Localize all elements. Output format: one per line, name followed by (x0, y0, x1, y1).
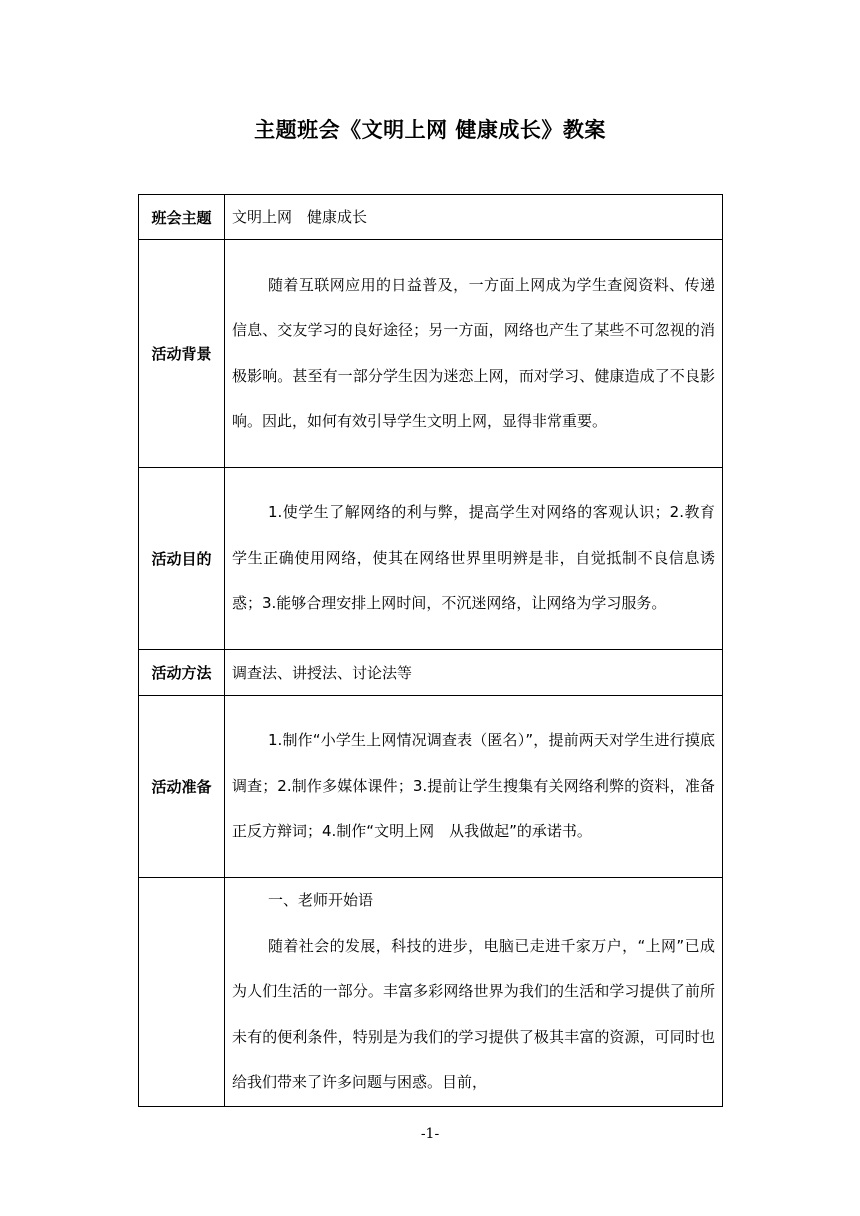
row-content (225, 240, 723, 468)
row-content (225, 696, 723, 878)
table-row-method (139, 650, 723, 696)
row-label: 活动目的 (139, 468, 225, 650)
process-heading: 一、老师开始语 (268, 891, 374, 909)
table-row-background (139, 240, 723, 468)
row-label (139, 878, 225, 1107)
table-row-preparation (139, 696, 723, 878)
preparation-text: 1.制作“小学生上网情况调查表（匿名）”，提前两天对学生进行摸底调查；2.制作多媒体课件；3.提前让学生搜集有关网络利弊的资料，准备正反方辩词；4.制作“文明上网 从我做起”的承诺书。 (232, 731, 715, 841)
row-label: 班会主题 (139, 195, 225, 240)
method-text: 调查法、讲授法、讨论法等 (232, 663, 413, 682)
purpose-text: 1.使学生了解网络的利与弊，提高学生对网络的客观认识；2.教育学生正确使用网络，使其在网络世界里明辨是非，自觉抵制不良信息诱惑；3.能够合理安排上网时间，不沉迷网络，让网络为学习服务。 (232, 503, 715, 613)
lesson-plan-table (138, 194, 723, 1107)
row-content (225, 878, 723, 1107)
row-label: 活动方法 (139, 650, 225, 696)
row-content (225, 195, 723, 240)
table-row-theme (139, 195, 723, 240)
page-number: -1- (420, 1126, 440, 1142)
row-label: 活动背景 (139, 240, 225, 468)
row-label: 活动准备 (139, 696, 225, 878)
table-row-purpose (139, 468, 723, 650)
row-content (225, 468, 723, 650)
table-row-process (139, 878, 723, 1107)
background-text: 随着互联网应用的日益普及，一方面上网成为学生查阅资料、传递信息、交友学习的良好途径；另一方面，网络也产生了某些不可忽视的消极影响。甚至有一部分学生因为迷恋上网，而对学习、健康造成了不良影响。因此，如何有效引导学生文明上网，显得非常重要。 (232, 275, 715, 430)
row-content (225, 650, 723, 696)
document-title: 主题班会《文明上网 健康成长》教案 (254, 118, 606, 142)
process-text: 随着社会的发展，科技的进步，电脑已走进千家万户，“上网”已成为人们生活的一部分。丰富多彩网络世界为我们的生活和学习提供了前所未有的便利条件，特别是为我们的学习提供了极其丰富的资源，可同时也给我们带来了许多问题与困惑。目前， (232, 936, 715, 1091)
theme-text: 文明上网 健康成长 (232, 208, 368, 226)
